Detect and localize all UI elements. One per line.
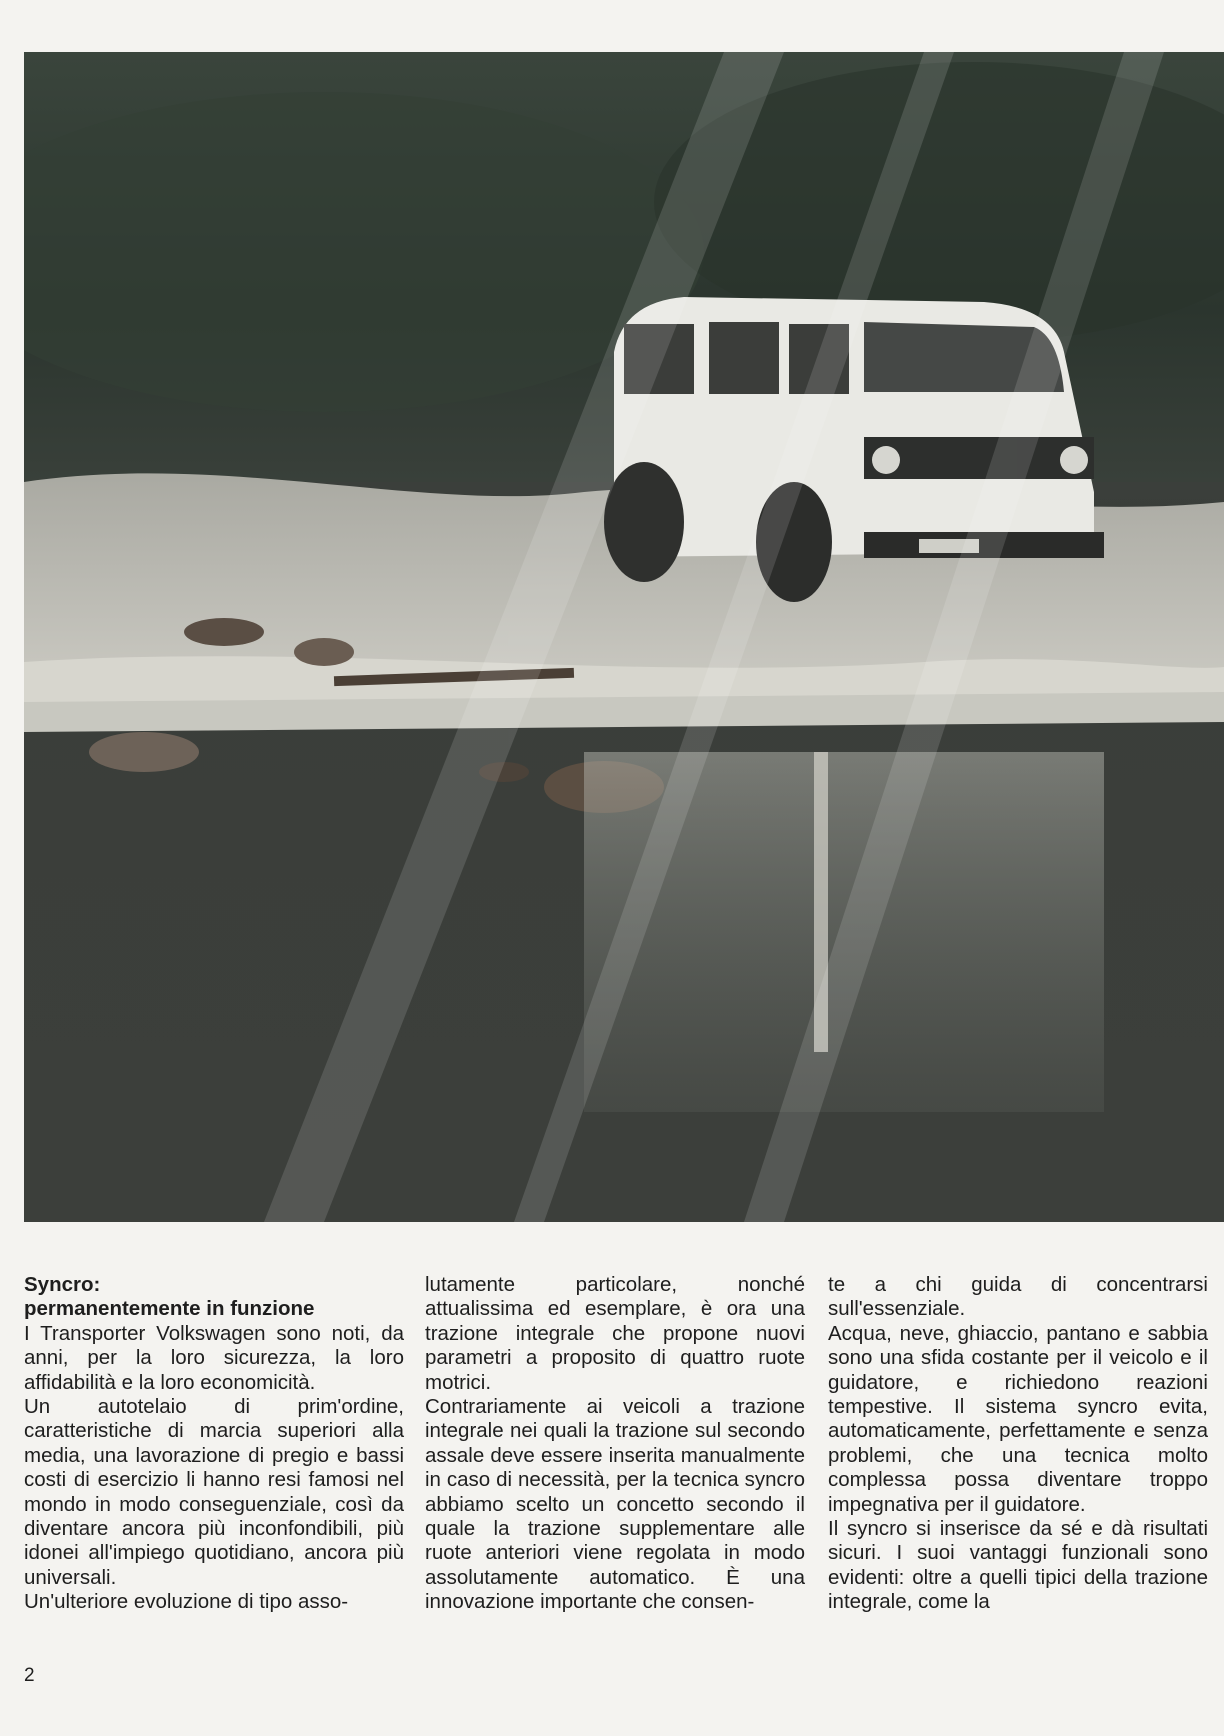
paragraph: I Transporter Volkswagen sono noti, da anni, per la loro sicurezza, la loro affidabilità e la loro economicità.: [24, 1321, 404, 1394]
paragraph: Il syncro si inserisce da sé e dà risultati sicuri. I suoi vantaggi funzionali sono evidenti: oltre a quelli tipici della trazione integrale, come la: [828, 1517, 1208, 1614]
paragraph: Un autotelaio di prim'ordine, caratteristiche di marcia superiori alla media, una lavorazione di pregio e bassi costi di esercizio li hanno resi famosi nel mondo in modo conseguenziale, così da diventare ancora più inconfondibili, più idonei all'impiego quotidiano, ancora più universali.: [24, 1395, 404, 1589]
article-column-2: [425, 1273, 805, 1615]
heading-line-1: Syncro:: [24, 1273, 101, 1296]
article-column-3: [828, 1273, 1208, 1615]
paragraph: Un'ulteriore evoluzione di tipo asso-: [24, 1590, 349, 1614]
photo-illustration: [24, 52, 1224, 1222]
paragraph: lutamente particolare, nonché attualissima ed esemplare, è ora una trazione integrale che propone nuovi parametri a proposito di quattro ruote motrici.: [425, 1273, 805, 1394]
page-number: 2: [24, 1665, 35, 1686]
paragraph: te a chi guida di concentrarsi sull'essenziale.: [828, 1273, 1208, 1321]
article-columns: [24, 1273, 1208, 1653]
heading-line-2: permanentemente in funzione: [24, 1297, 315, 1321]
photo-van-river: [24, 52, 1224, 1222]
article-heading: [24, 1273, 404, 1322]
paragraph: Acqua, neve, ghiaccio, pantano e sabbia sono una sfida costante per il veicolo e il guidatore, e richiedono reazioni tempestive. Il sistema syncro evita, automaticamente, perfettamente e senza problemi, che una tecnica molto complessa possa diventare troppo impegnativa per il guidatore.: [828, 1321, 1208, 1516]
article-column-1: [24, 1273, 404, 1615]
paragraph: Contrariamente ai veicoli a trazione integrale nei quali la trazione sul secondo assale deve essere inserita manualmente in caso di necessità, per la tecnica syncro abbiamo scelto un concetto secondo il quale la trazione supplementare alle ruote anteriori viene regolata in modo assolutamente automatico. È una innovazione importante che consen-: [425, 1395, 805, 1614]
